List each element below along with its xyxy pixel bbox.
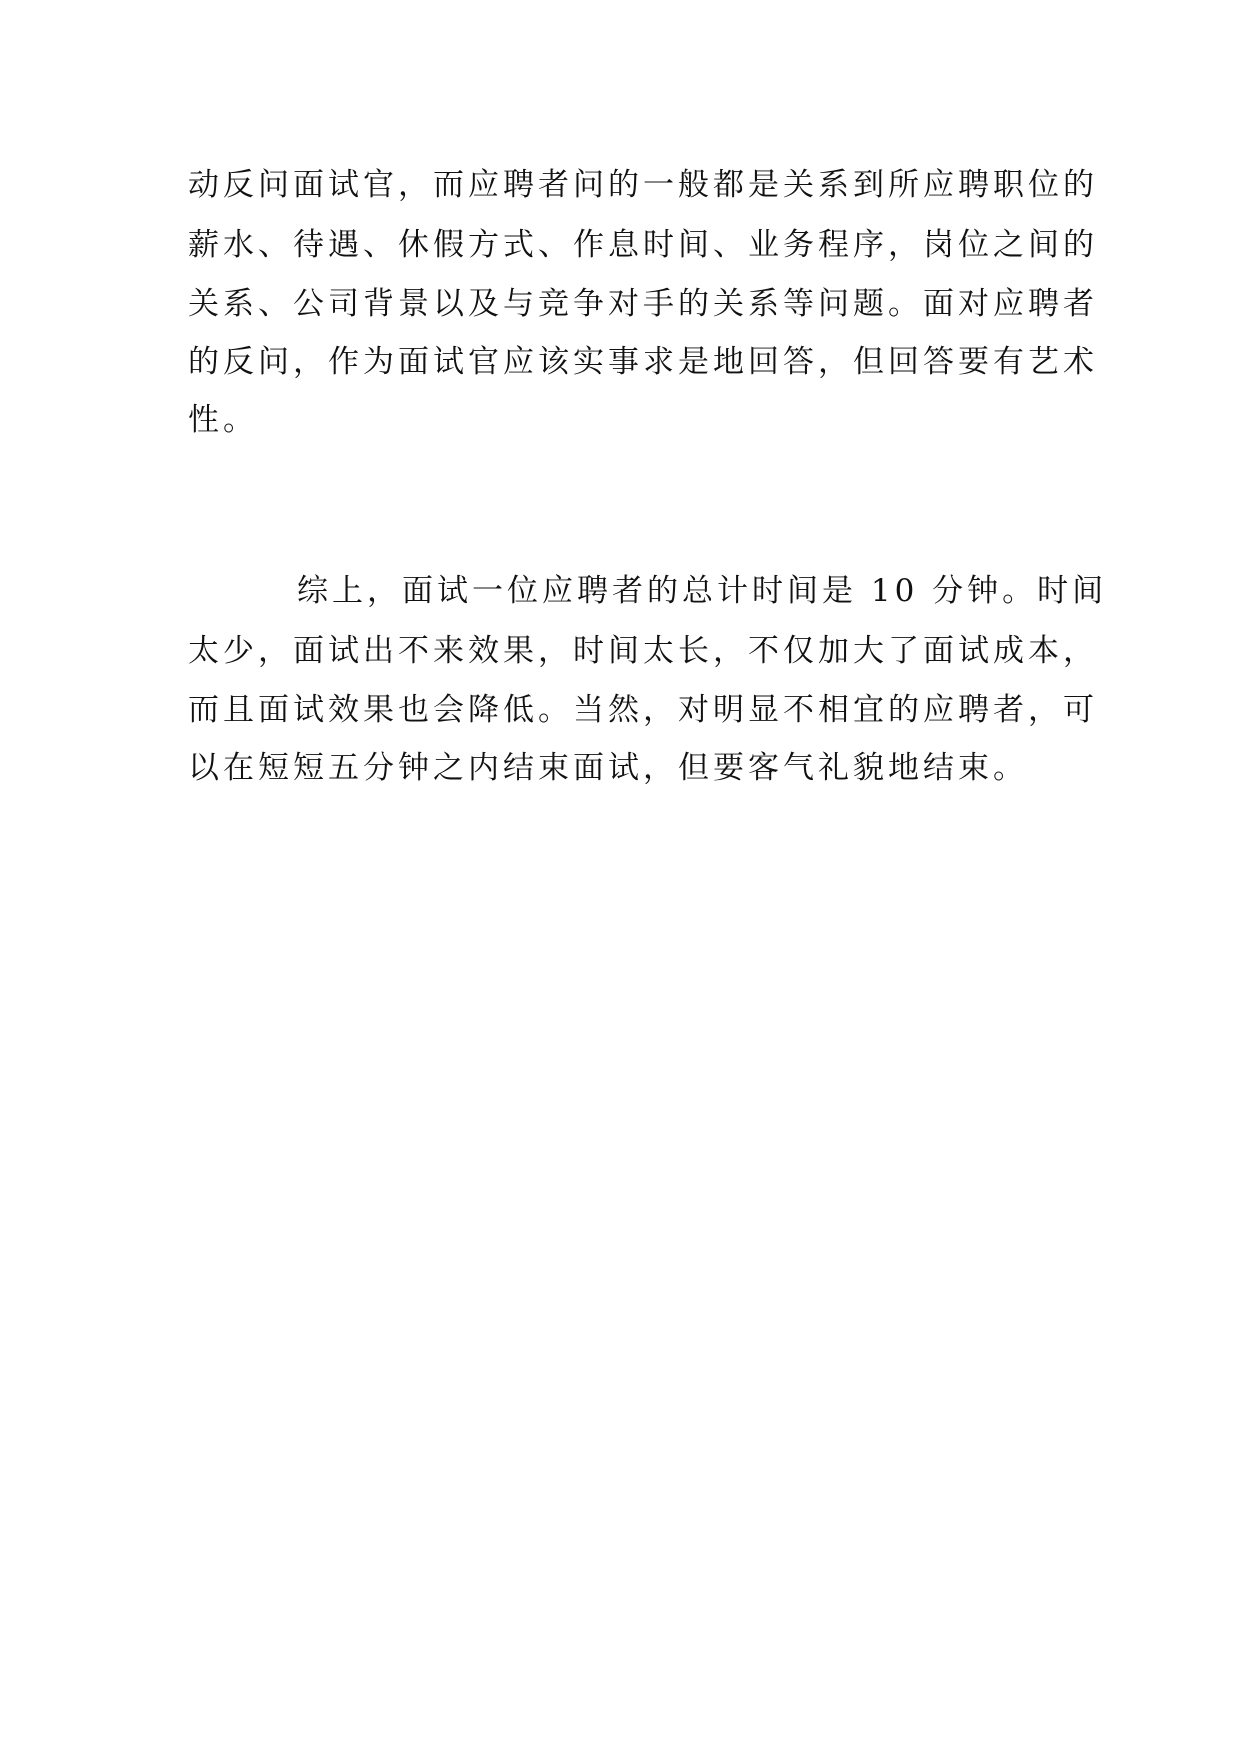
paragraph-1-line: 的反问，作为面试官应该实事求是地回答，但回答要有艺术 (188, 344, 1098, 380)
paragraph-2-line: 而且面试效果也会降低。当然，对明显不相宜的应聘者，可 (188, 692, 1098, 728)
paragraph-1-line: 动反问面试官，而应聘者问的一般都是关系到所应聘职位的 (188, 167, 1098, 203)
paragraph-2-line: 以在短短五分钟之内结束面试，但要客气礼貌地结束。 (188, 750, 1028, 786)
paragraph-2-line: 太少，面试出不来效果，时间太长，不仅加大了面试成本， (188, 633, 1098, 669)
paragraph-2-line: 综上，面试一位应聘者的总计时间是 10 分钟。时间 (297, 573, 1108, 609)
paragraph-1-line: 薪水、待遇、休假方式、作息时间、业务程序，岗位之间的 (188, 227, 1098, 263)
paragraph-1-line: 关系、公司背景以及与竞争对手的关系等问题。面对应聘者 (188, 286, 1098, 322)
paragraph-1-line: 性。 (188, 402, 258, 438)
